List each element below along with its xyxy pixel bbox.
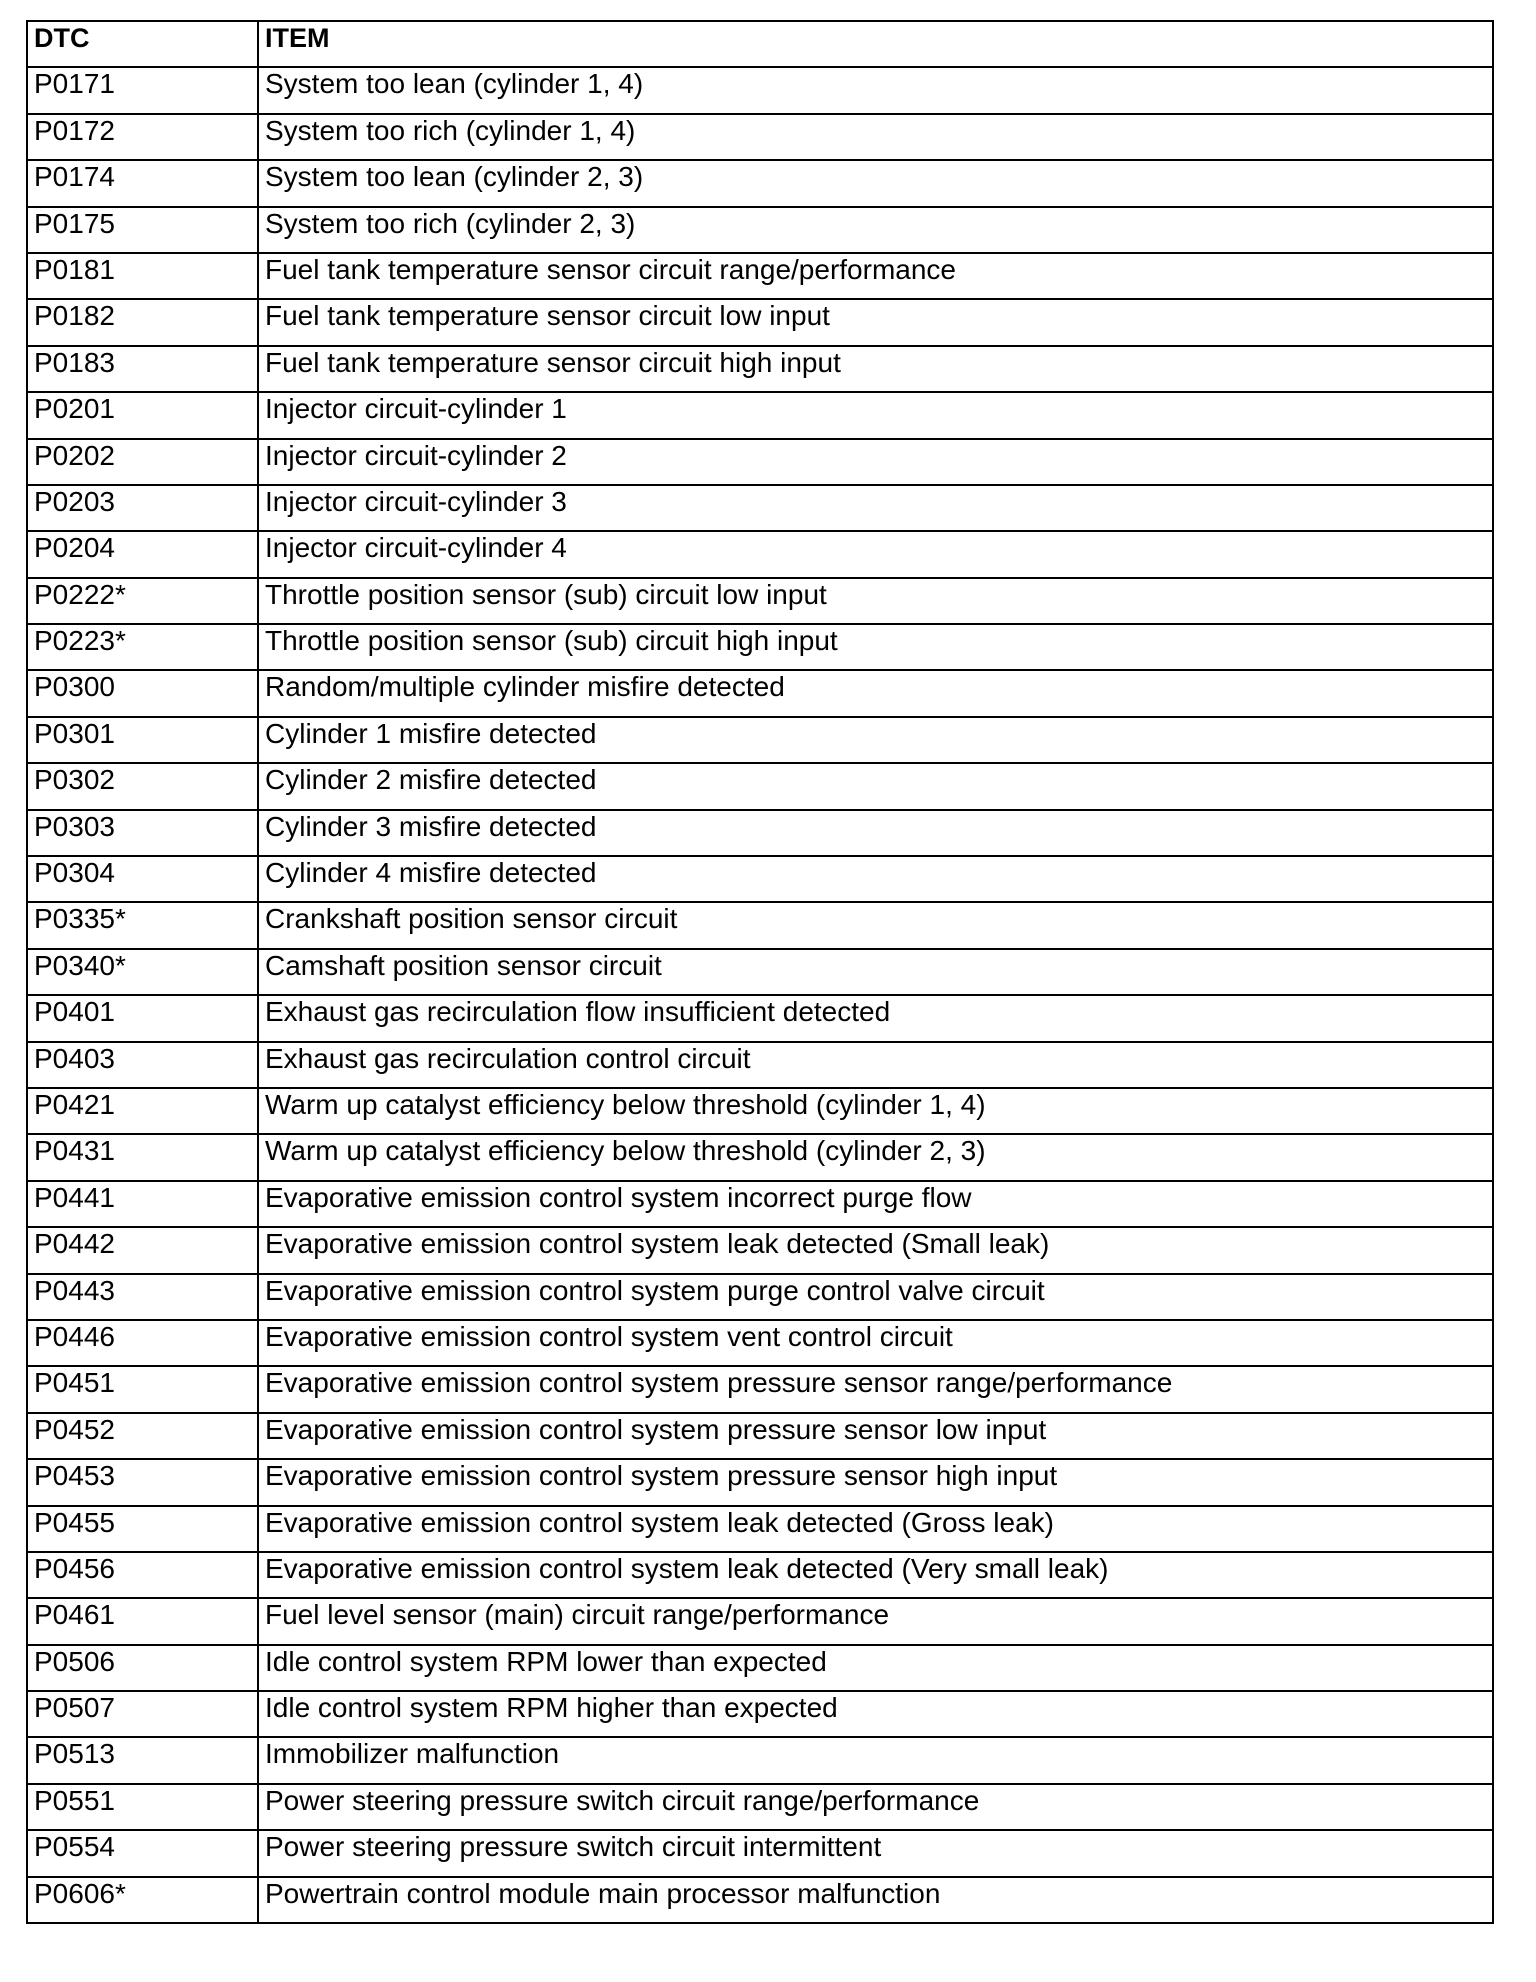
dtc-code-cell: P0335* [27,902,258,948]
table-row [27,439,1493,485]
dtc-item-cell: Throttle position sensor (sub) circuit high input [258,624,1493,670]
table-row [27,1459,1493,1505]
dtc-item-cell: Fuel tank temperature sensor circuit low input [258,299,1493,345]
table-row [27,1645,1493,1691]
table-row [27,485,1493,531]
dtc-item-cell: Injector circuit-cylinder 2 [258,439,1493,485]
dtc-code-cell: P0446 [27,1320,258,1366]
dtc-item-cell: Fuel level sensor (main) circuit range/performance [258,1598,1493,1644]
dtc-item-cell: Immobilizer malfunction [258,1737,1493,1783]
dtc-code-cell: P0403 [27,1042,258,1088]
dtc-item-cell: Injector circuit-cylinder 4 [258,531,1493,577]
table-row [27,1598,1493,1644]
dtc-item-cell: Exhaust gas recirculation flow insufficient detected [258,995,1493,1041]
table-row [27,531,1493,577]
dtc-item-cell: System too rich (cylinder 2, 3) [258,207,1493,253]
header-row [27,21,1493,67]
table-row [27,717,1493,763]
dtc-item-cell: Evaporative emission control system leak detected (Very small leak) [258,1552,1493,1598]
dtc-code-cell: P0301 [27,717,258,763]
dtc-code-cell: P0551 [27,1784,258,1830]
dtc-item-cell: Idle control system RPM higher than expected [258,1691,1493,1737]
dtc-code-cell: P0202 [27,439,258,485]
dtc-code-cell: P0183 [27,346,258,392]
dtc-item-cell: Warm up catalyst efficiency below threshold (cylinder 1, 4) [258,1088,1493,1134]
table-row [27,902,1493,948]
dtc-code-cell: P0201 [27,392,258,438]
dtc-code-cell: P0303 [27,810,258,856]
table-row [27,207,1493,253]
dtc-item-cell: Crankshaft position sensor circuit [258,902,1493,948]
dtc-code-cell: P0451 [27,1366,258,1412]
table-row [27,1181,1493,1227]
dtc-item-cell: Evaporative emission control system incorrect purge flow [258,1181,1493,1227]
table-row [27,995,1493,1041]
dtc-code-cell: P0222* [27,578,258,624]
dtc-item-cell: Injector circuit-cylinder 1 [258,392,1493,438]
table-row [27,578,1493,624]
dtc-code-cell: P0300 [27,670,258,716]
dtc-code-cell: P0304 [27,856,258,902]
table-row [27,1552,1493,1598]
dtc-code-cell: P0223* [27,624,258,670]
dtc-code-cell: P0181 [27,253,258,299]
dtc-code-cell: P0175 [27,207,258,253]
dtc-item-cell: Power steering pressure switch circuit range/performance [258,1784,1493,1830]
table-row [27,624,1493,670]
dtc-code-cell: P0507 [27,1691,258,1737]
table-row [27,1691,1493,1737]
table-row [27,1413,1493,1459]
dtc-code-cell: P0172 [27,114,258,160]
dtc-item-cell: Idle control system RPM lower than expected [258,1645,1493,1691]
table-row [27,253,1493,299]
table-row [27,1227,1493,1273]
dtc-item-cell: Cylinder 1 misfire detected [258,717,1493,763]
table-row [27,1320,1493,1366]
table-row [27,1088,1493,1134]
dtc-code-cell: P0182 [27,299,258,345]
dtc-item-cell: Exhaust gas recirculation control circuit [258,1042,1493,1088]
table-row [27,1274,1493,1320]
dtc-item-cell: System too lean (cylinder 1, 4) [258,67,1493,113]
table-row [27,670,1493,716]
table-row [27,1830,1493,1876]
dtc-item-cell: Evaporative emission control system pressure sensor range/performance [258,1366,1493,1412]
dtc-item-cell: Random/multiple cylinder misfire detected [258,670,1493,716]
dtc-code-cell: P0443 [27,1274,258,1320]
dtc-code-cell: P0453 [27,1459,258,1505]
table-row [27,1737,1493,1783]
dtc-item-cell: Cylinder 4 misfire detected [258,856,1493,902]
table-row [27,1784,1493,1830]
dtc-code-cell: P0455 [27,1506,258,1552]
dtc-code-cell: P0442 [27,1227,258,1273]
dtc-code-cell: P0171 [27,67,258,113]
dtc-item-cell: Power steering pressure switch circuit intermittent [258,1830,1493,1876]
dtc-item-cell: Injector circuit-cylinder 3 [258,485,1493,531]
dtc-code-cell: P0461 [27,1598,258,1644]
dtc-item-cell: Throttle position sensor (sub) circuit low input [258,578,1493,624]
dtc-code-cell: P0441 [27,1181,258,1227]
dtc-item-cell: Evaporative emission control system purge control valve circuit [258,1274,1493,1320]
table-row [27,1366,1493,1412]
dtc-code-cell: P0431 [27,1134,258,1180]
dtc-code-cell: P0204 [27,531,258,577]
table-row [27,810,1493,856]
dtc-code-cell: P0554 [27,1830,258,1876]
dtc-code-cell: P0513 [27,1737,258,1783]
dtc-table [26,20,1494,1924]
table-row [27,949,1493,995]
header-item: ITEM [258,21,1493,67]
table-row [27,67,1493,113]
dtc-item-cell: Fuel tank temperature sensor circuit high input [258,346,1493,392]
table-row [27,1877,1493,1923]
table-row [27,1506,1493,1552]
table-row [27,392,1493,438]
table-row [27,856,1493,902]
dtc-item-cell: Fuel tank temperature sensor circuit range/performance [258,253,1493,299]
dtc-item-cell: Evaporative emission control system leak detected (Small leak) [258,1227,1493,1273]
table-row [27,763,1493,809]
dtc-code-cell: P0606* [27,1877,258,1923]
dtc-code-cell: P0203 [27,485,258,531]
dtc-code-cell: P0340* [27,949,258,995]
dtc-item-cell: Warm up catalyst efficiency below threshold (cylinder 2, 3) [258,1134,1493,1180]
table-row [27,1042,1493,1088]
dtc-item-cell: System too rich (cylinder 1, 4) [258,114,1493,160]
table-row [27,346,1493,392]
dtc-code-cell: P0421 [27,1088,258,1134]
dtc-item-cell: Powertrain control module main processor malfunction [258,1877,1493,1923]
dtc-item-cell: System too lean (cylinder 2, 3) [258,160,1493,206]
dtc-item-cell: Camshaft position sensor circuit [258,949,1493,995]
table-row [27,114,1493,160]
dtc-code-cell: P0401 [27,995,258,1041]
dtc-code-cell: P0174 [27,160,258,206]
dtc-item-cell: Evaporative emission control system vent control circuit [258,1320,1493,1366]
dtc-code-cell: P0302 [27,763,258,809]
dtc-code-cell: P0456 [27,1552,258,1598]
table-row [27,160,1493,206]
table-row [27,299,1493,345]
table-row [27,1134,1493,1180]
header-dtc: DTC [27,21,258,67]
table-body [27,67,1493,1923]
dtc-item-cell: Cylinder 3 misfire detected [258,810,1493,856]
dtc-item-cell: Cylinder 2 misfire detected [258,763,1493,809]
dtc-code-cell: P0506 [27,1645,258,1691]
dtc-item-cell: Evaporative emission control system leak detected (Gross leak) [258,1506,1493,1552]
dtc-item-cell: Evaporative emission control system pressure sensor high input [258,1459,1493,1505]
dtc-item-cell: Evaporative emission control system pressure sensor low input [258,1413,1493,1459]
dtc-code-cell: P0452 [27,1413,258,1459]
